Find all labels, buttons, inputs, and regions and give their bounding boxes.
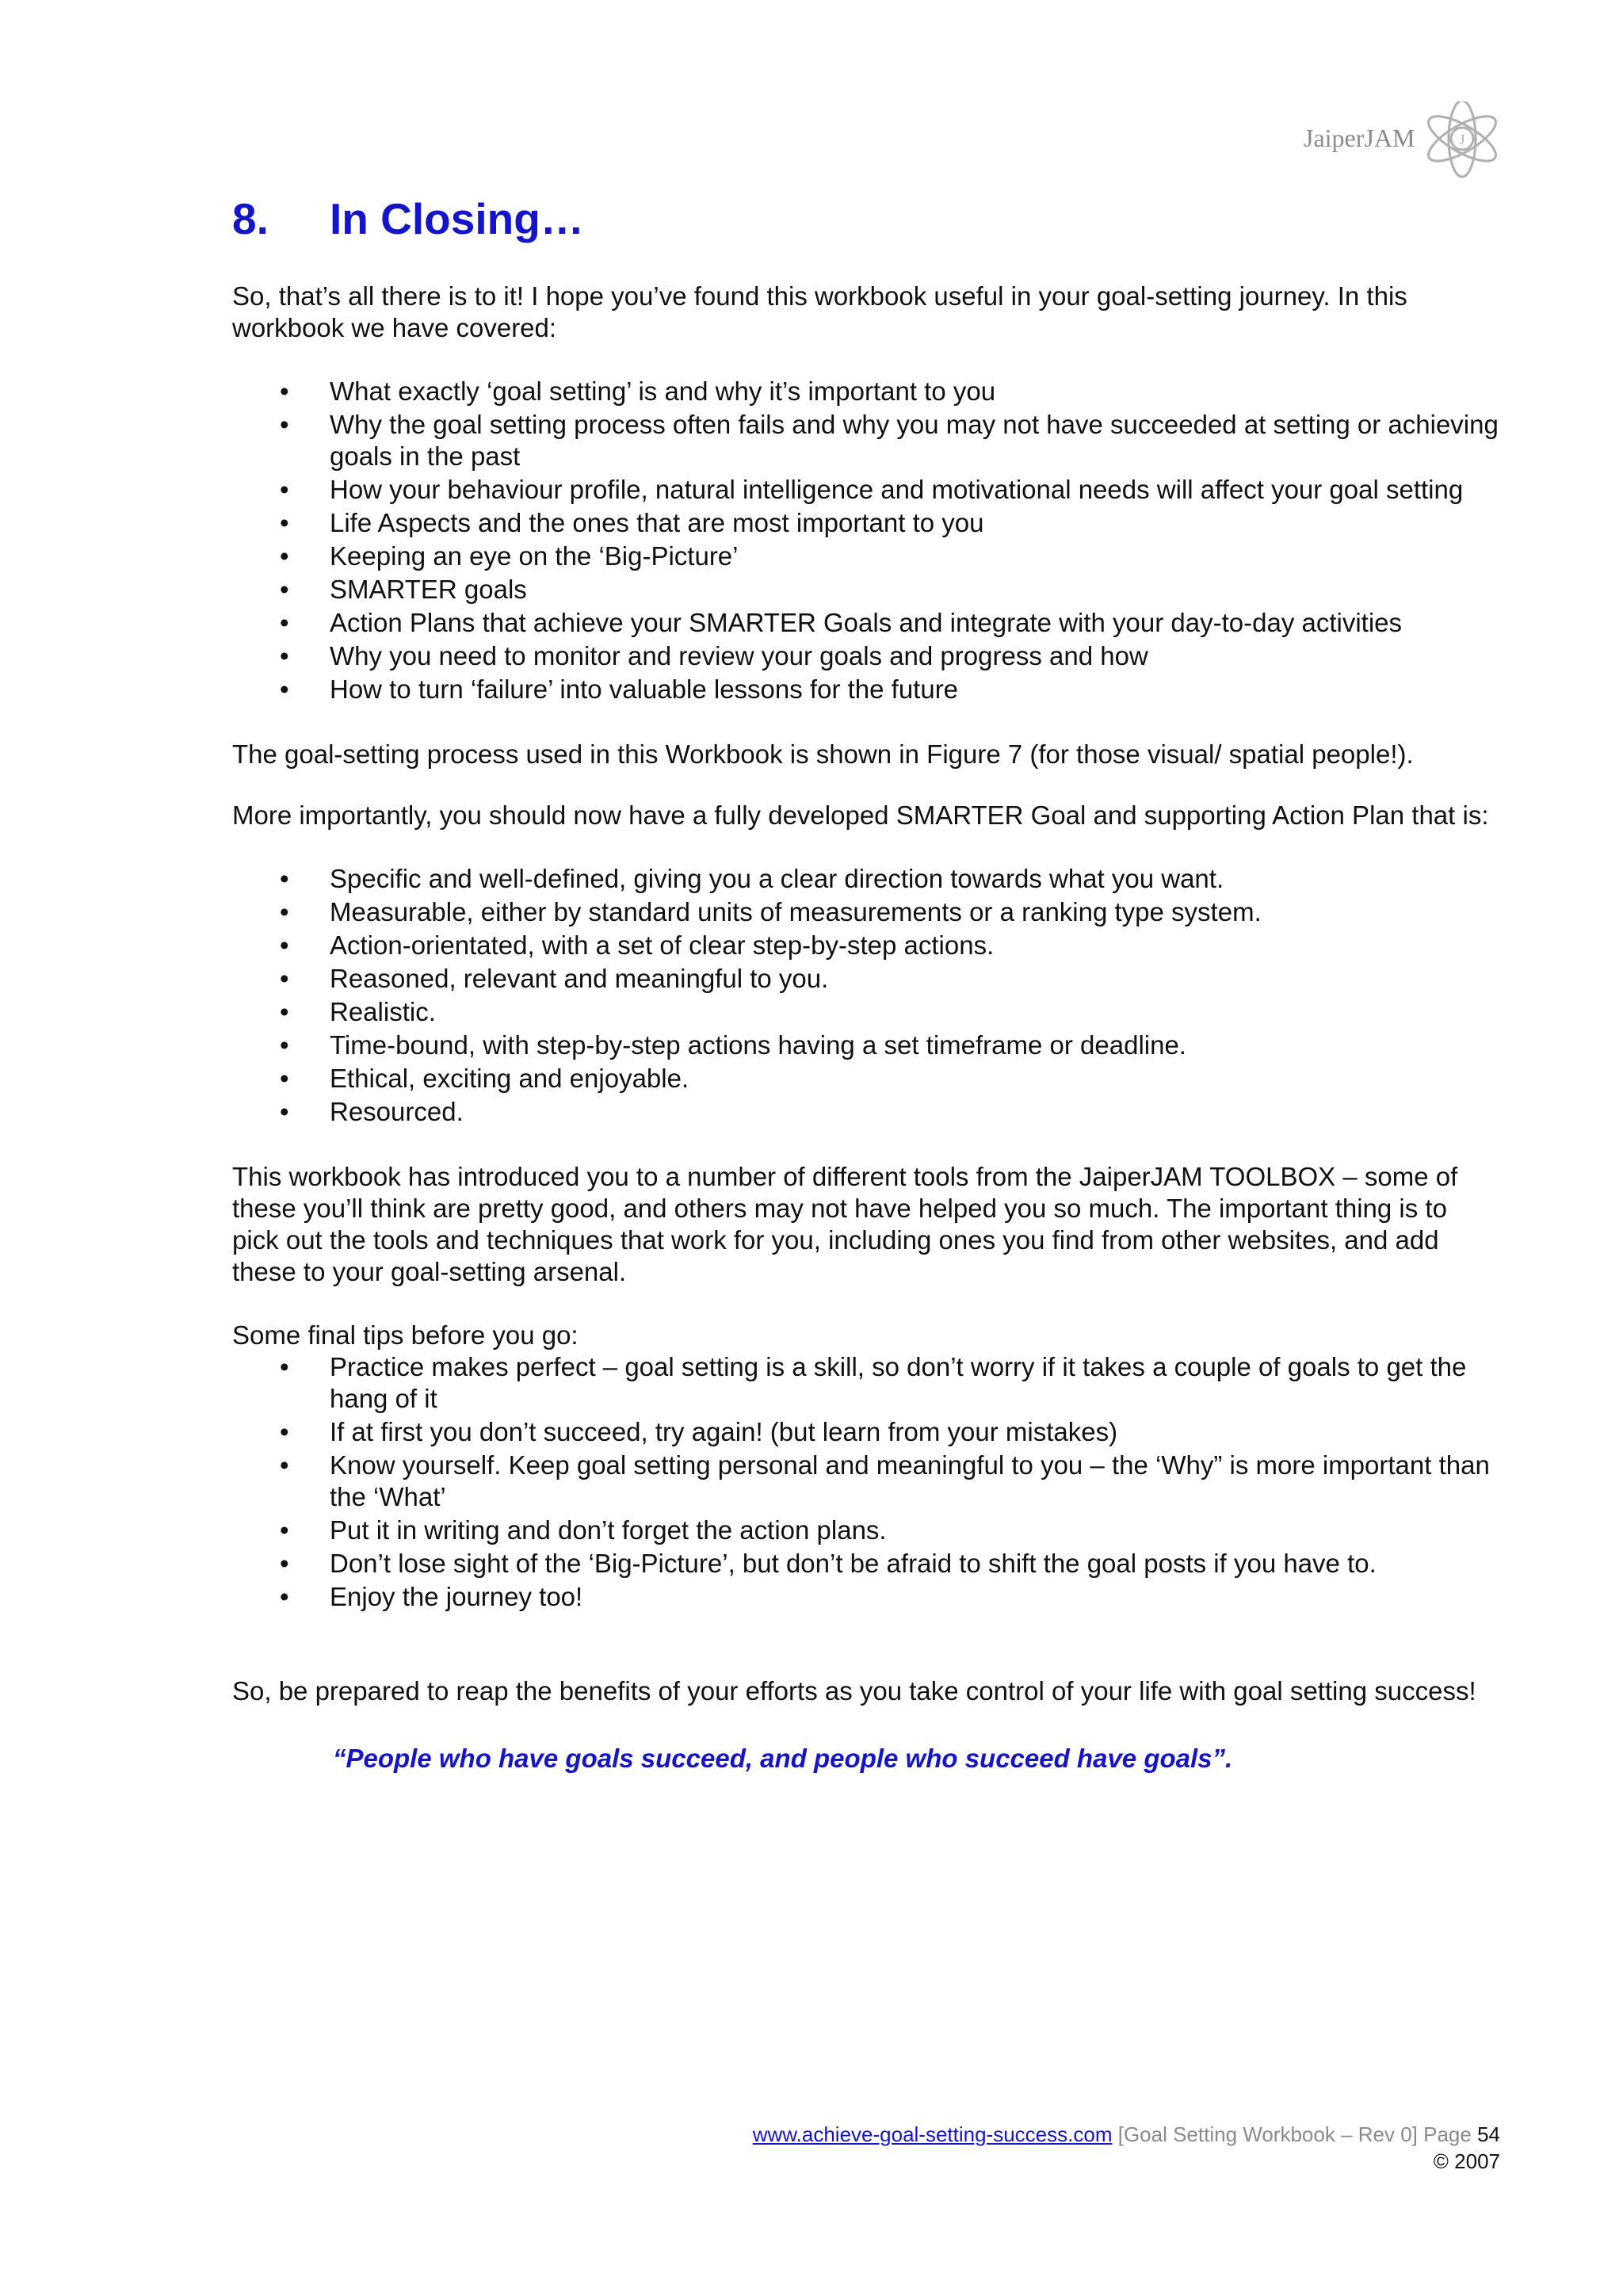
toolbox-paragraph: This workbook has introduced you to a number of different tools from the JaiperJAM TOOLBOX – some of these you’ll think are pretty good, and others may not have helped you so much. The important thing is to pick out the tools and techniques that work for you, including ones you find from other websites, and add these to your goal-setting arsenal. (232, 1162, 1458, 1286)
process-paragraph: The goal-setting process used in this Workbook is shown in Figure 7 (for those visual/ spatial people!). (232, 739, 1414, 769)
list-item: • Ethical, exciting and enjoyable. (232, 1063, 1500, 1095)
section-heading (232, 190, 1500, 247)
list-item: • Know yourself. Keep goal setting personal and meaningful to you – the ‘Why” is more important than the ‘What’ (232, 1450, 1500, 1513)
list-item: • Realistic. (232, 996, 1500, 1028)
list-item: • Practice makes perfect – goal setting is a skill, so don’t worry if it takes a couple of goals to get the hang of it (232, 1351, 1500, 1415)
website-link[interactable]: www.achieve-goal-setting-success.com (752, 2122, 1113, 2146)
atom-logo-icon (1419, 101, 1506, 181)
page-label: Page (1423, 2122, 1472, 2146)
smarter-list (232, 863, 1500, 1128)
list-item: • Why you need to monitor and review your goals and progress and how (232, 640, 1500, 672)
list-item: • Keeping an eye on the ‘Big-Picture’ (232, 541, 1500, 572)
list-item: • Measurable, either by standard units of measurements or a ranking type system. (232, 896, 1500, 928)
logo-text: JaiperJAM (1304, 124, 1415, 152)
closing-paragraph: So, be prepared to reap the benefits of your efforts as you take control of your life with goal setting success! (232, 1676, 1476, 1706)
page-number: 54 (1477, 2122, 1500, 2146)
list-item: • Action-orientated, with a set of clear step-by-step actions. (232, 930, 1500, 961)
list-item: • Specific and well-defined, giving you a clear direction towards what you want. (232, 863, 1500, 895)
section-title: In Closing… (330, 194, 584, 243)
list-item: • How your behaviour profile, natural intelligence and motivational needs will affect your goal setting (232, 474, 1500, 506)
closing-quote: “People who have goals succeed, and people who succeed have goals”. (333, 1744, 1233, 1773)
svg-text:J: J (1459, 132, 1465, 147)
header-logo (1300, 101, 1514, 181)
list-item: • What exactly ‘goal setting’ is and why it’s important to you (232, 376, 1500, 407)
list-item: • If at first you don’t succeed, try again! (but learn from your mistakes) (232, 1416, 1500, 1448)
tips-list (232, 1351, 1500, 1613)
tips-intro: Some final tips before you go: (232, 1320, 579, 1350)
footer-line (753, 2121, 1500, 2148)
list-item: • Put it in writing and don’t forget the action plans. (232, 1515, 1500, 1546)
list-item: • SMARTER goals (232, 574, 1500, 606)
list-item: • Action Plans that achieve your SMARTER Goals and integrate with your day-to-day activities (232, 607, 1500, 639)
list-item: • Reasoned, relevant and meaningful to you. (232, 963, 1500, 995)
list-item: • Don’t lose sight of the ‘Big-Picture’, but don’t be afraid to shift the goal posts if you have to. (232, 1548, 1500, 1580)
section-number: 8. (232, 194, 269, 243)
doc-info: [Goal Setting Workbook – Rev 0] (1117, 2122, 1418, 2146)
list-item: • Time-bound, with step-by-step actions having a set timeframe or deadline. (232, 1030, 1500, 1061)
list-item: • Enjoy the journey too! (232, 1581, 1500, 1613)
list-item: • Life Aspects and the ones that are most important to you (232, 507, 1500, 539)
page-footer (753, 2121, 1500, 2175)
covered-list (232, 376, 1500, 705)
list-item: • Why the goal setting process often fails and why you may not have succeeded at setting or achieving goals in the past (232, 409, 1500, 472)
page-content (232, 190, 1500, 1775)
list-item: • How to turn ‘failure’ into valuable lessons for the future (232, 674, 1500, 705)
list-item: • Resourced. (232, 1096, 1500, 1128)
smarter-intro-paragraph: More importantly, you should now have a fully developed SMARTER Goal and supporting Action Plan that is: (232, 800, 1489, 830)
copyright: © 2007 (1433, 2149, 1500, 2173)
intro-paragraph: So, that’s all there is to it! I hope you’ve found this workbook useful in your goal-setting journey. In this workbook we have covered: (232, 281, 1407, 342)
